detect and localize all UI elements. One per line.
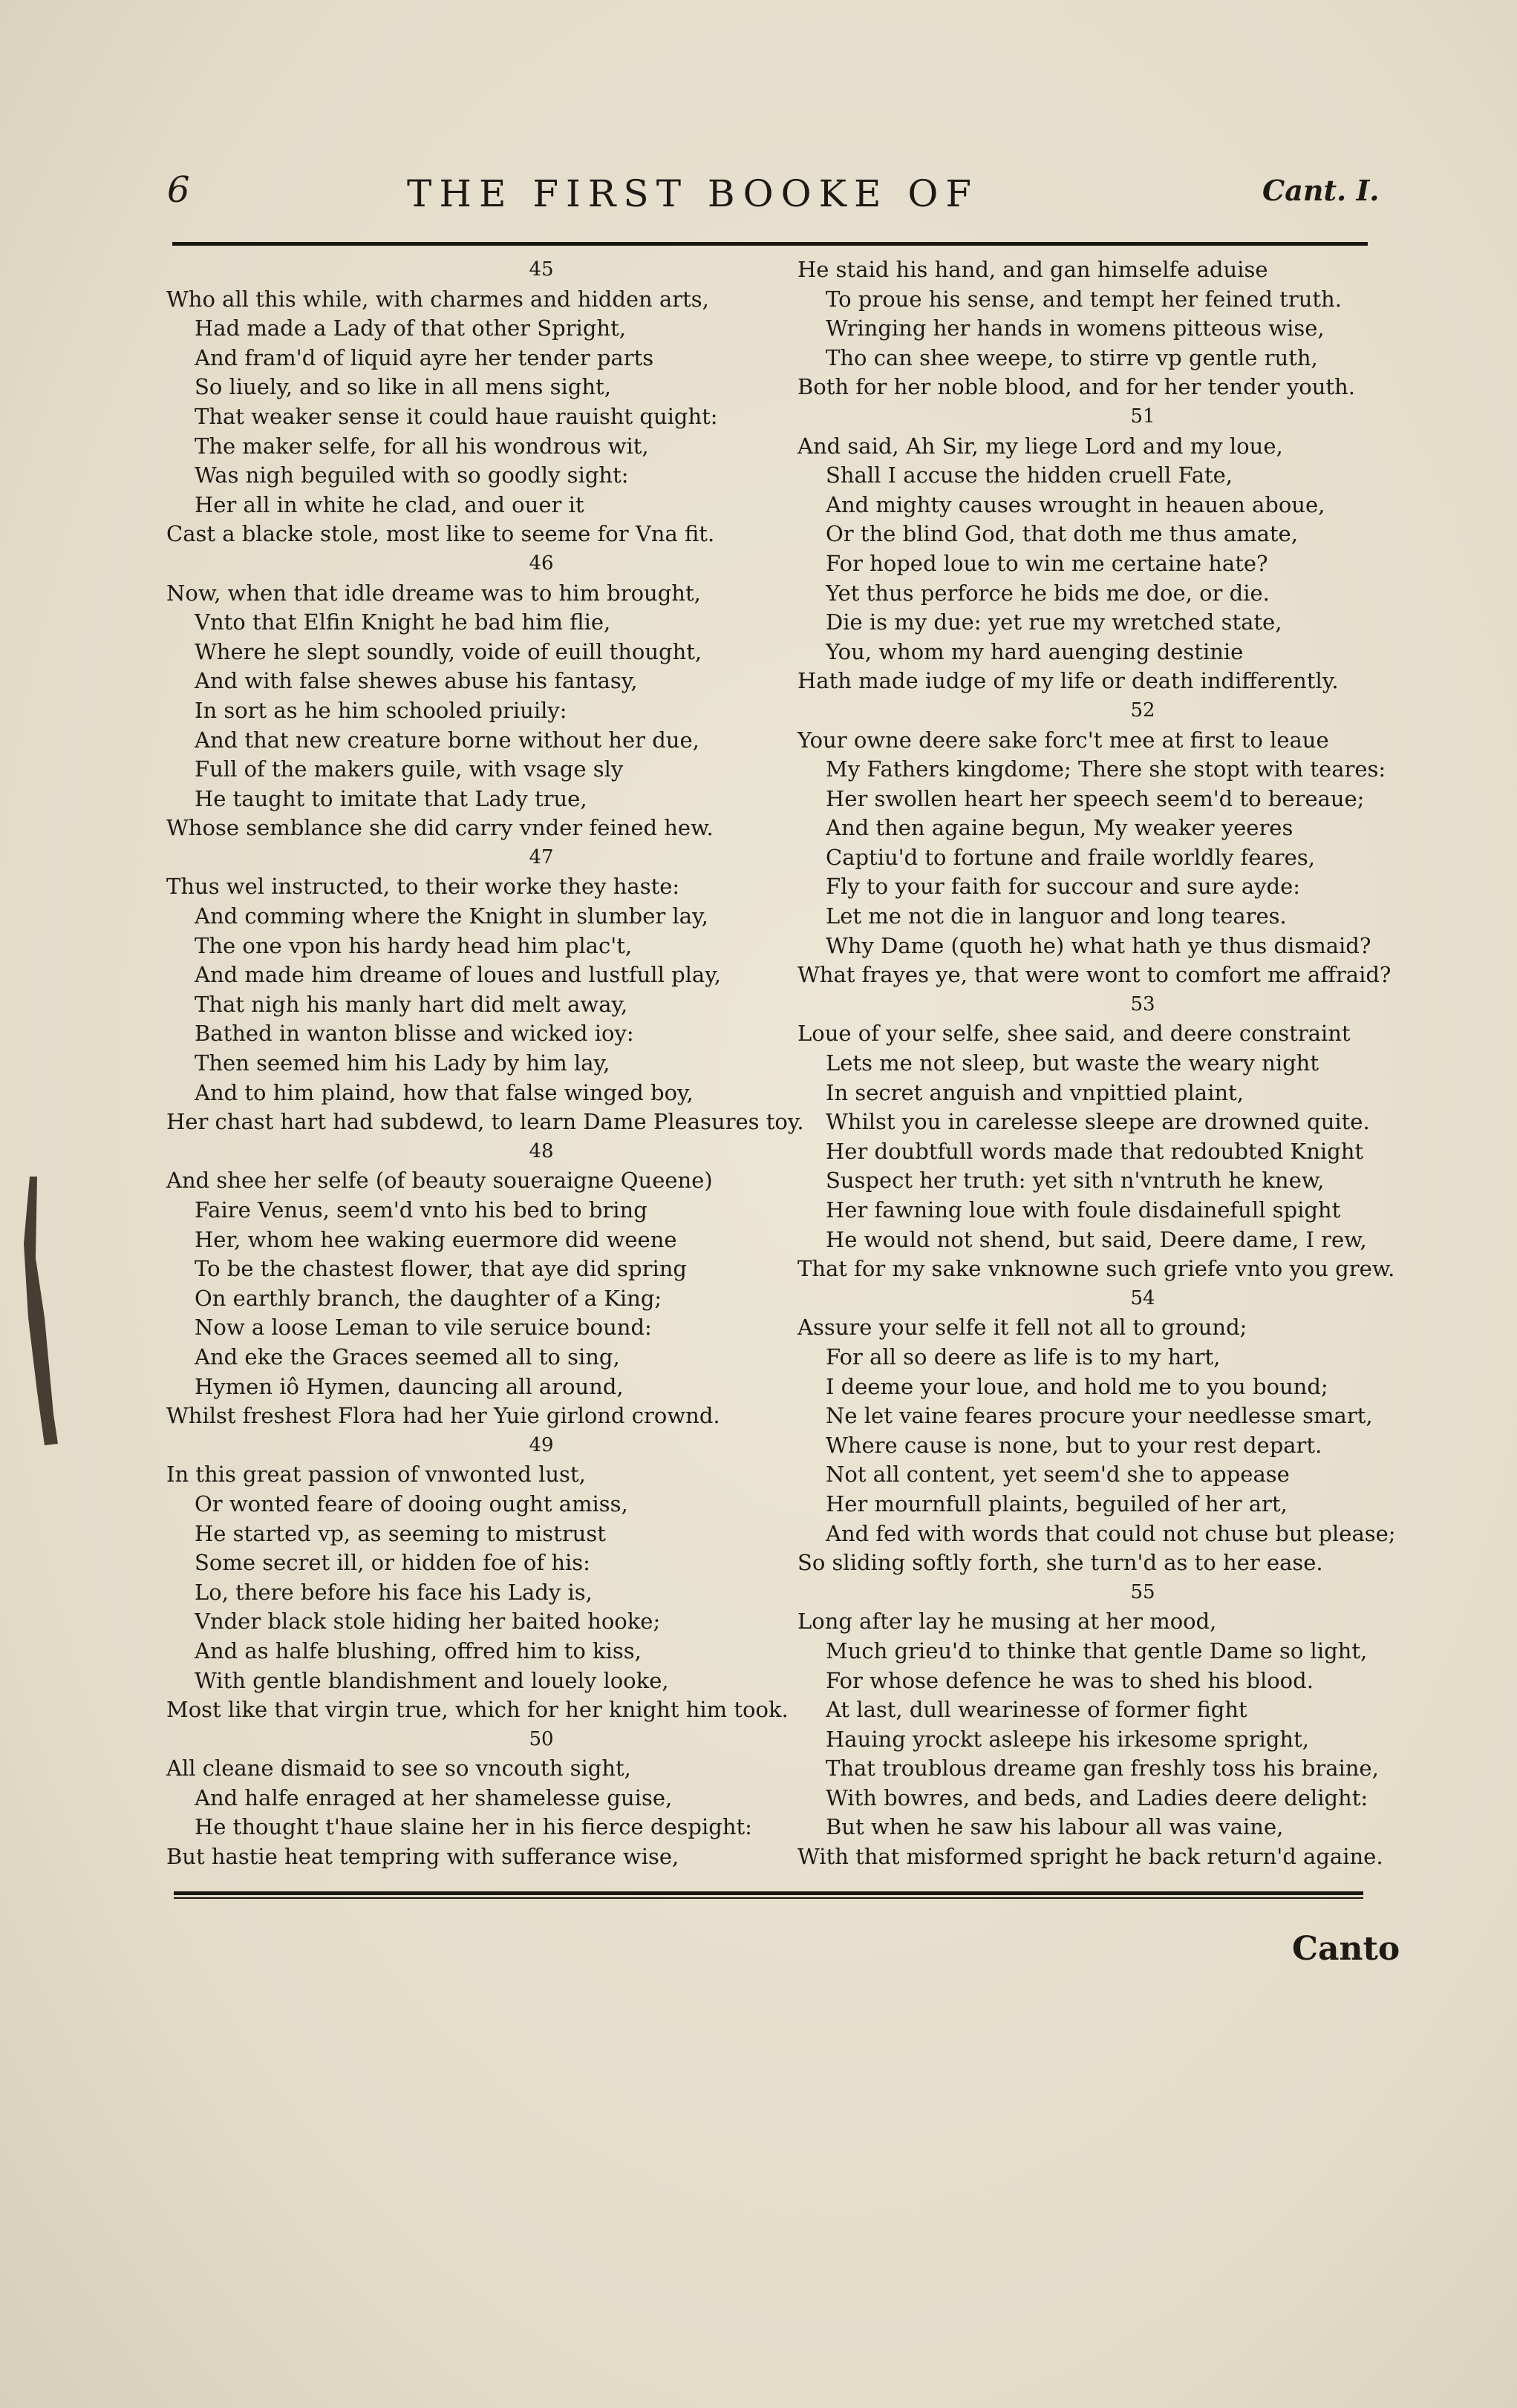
verse-line: Or the blind God, that doth me thus amate, bbox=[826, 521, 1298, 547]
verse-line: In secret anguish and vnpittied plaint, bbox=[826, 1079, 1244, 1105]
verse-line: That nigh his manly hart did melt away, bbox=[195, 991, 628, 1017]
verse-line: Wringing her hands in womens pitteous wise, bbox=[826, 315, 1325, 341]
verse-line: Then seemed him his Lady by him lay, bbox=[195, 1050, 610, 1076]
verse-line: And eke the Graces seemed all to sing, bbox=[195, 1344, 620, 1370]
verse-line: Loue of your selfe, shee said, and deere constraint bbox=[797, 1021, 1351, 1047]
stanza-number: 46 bbox=[529, 552, 554, 575]
verse-line: And to him plaind, how that false winged boy, bbox=[195, 1079, 694, 1105]
header-rule bbox=[172, 242, 1368, 246]
verse-line: That for my sake vnknowne such griefe vnto you grew. bbox=[797, 1256, 1395, 1282]
verse-line: Her swollen heart her speech seem'd to bereaue; bbox=[826, 785, 1365, 811]
verse-line: Not all content, yet seem'd she to appease bbox=[826, 1462, 1290, 1488]
page-header bbox=[0, 169, 1517, 214]
verse-line: Was nigh beguiled with so goodly sight: bbox=[195, 462, 629, 488]
stanza-number: 47 bbox=[529, 845, 554, 868]
verse-line: At last, dull wearinesse of former fight bbox=[826, 1697, 1247, 1723]
verse-line: And that new creature borne without her due, bbox=[195, 727, 699, 753]
verse-line: Why Dame (quoth he) what hath ye thus dismaid? bbox=[826, 932, 1371, 958]
verse-line: Lets me not sleep, but waste the weary night bbox=[826, 1050, 1319, 1076]
verse-line: I deeme your loue, and hold me to you bound; bbox=[826, 1373, 1328, 1399]
verse-line: Where cause is none, but to your rest depart. bbox=[826, 1432, 1322, 1458]
verse-line: Some secret ill, or hidden foe of his: bbox=[195, 1550, 590, 1576]
verse-line: You, whom my hard auenging destinie bbox=[826, 638, 1244, 664]
verse-line: Let me not die in languor and long teares. bbox=[826, 903, 1287, 929]
verse-line: But when he saw his labour all was vaine, bbox=[826, 1814, 1284, 1840]
stanza-number: 50 bbox=[529, 1727, 554, 1750]
verse-line: Tho can shee weepe, to stirre vp gentle ruth, bbox=[826, 344, 1318, 370]
verse-line: Both for her noble blood, and for her tender youth. bbox=[797, 374, 1355, 400]
verse-line: And fed with words that could not chuse but please; bbox=[826, 1520, 1396, 1546]
verse-line: With bowres, and beds, and Ladies deere delight: bbox=[826, 1784, 1368, 1810]
verse-line: He started vp, as seeming to mistrust bbox=[195, 1520, 606, 1546]
verse-line: So liuely, and so like in all mens sight, bbox=[195, 374, 611, 400]
verse-line: Her doubtfull words made that redoubted Knight bbox=[826, 1138, 1364, 1164]
verse-line: For all so deere as life is to my hart, bbox=[826, 1344, 1221, 1370]
page-number: 6 bbox=[167, 169, 190, 211]
verse-line: With that misformed spright he back return'd againe. bbox=[797, 1844, 1383, 1870]
verse-line: He taught to imitate that Lady true, bbox=[195, 785, 587, 811]
running-title: THE FIRST BOOKE OF bbox=[407, 172, 979, 215]
verse-line: The one vpon his hardy head him plac't, bbox=[195, 932, 633, 958]
verse-line: Whilst you in carelesse sleepe are drowned quite. bbox=[826, 1109, 1370, 1135]
verse-line: Had made a Lady of that other Spright, bbox=[195, 315, 626, 341]
verse-line: Her fawning loue with foule disdainefull spight bbox=[826, 1197, 1341, 1223]
verse-line: Whose semblance she did carry vnder feined hew. bbox=[166, 815, 714, 841]
verse-line: He thought t'haue slaine her in his fierce despight: bbox=[195, 1814, 752, 1840]
footer-rule bbox=[174, 1891, 1363, 1895]
verse-line: Cast a blacke stole, most like to seeme for Vna fit. bbox=[166, 521, 715, 547]
verse-line: To be the chastest flower, that aye did spring bbox=[195, 1256, 687, 1282]
verse-line: Lo, there before his face his Lady is, bbox=[195, 1579, 593, 1605]
verse-line: Your owne deere sake forc't mee at first to leaue bbox=[797, 727, 1329, 753]
verse-line: Bathed in wanton blisse and wicked ioy: bbox=[195, 1021, 634, 1047]
footer-rule-thin bbox=[174, 1897, 1363, 1899]
verse-line: He would not shend, but said, Deere dame, I rew, bbox=[826, 1226, 1367, 1252]
verse-line: That weaker sense it could haue rauisht quight: bbox=[195, 403, 718, 429]
verse-line: Assure your selfe it fell not all to ground; bbox=[797, 1315, 1247, 1341]
verse-line: But hastie heat tempring with sufferance wise, bbox=[166, 1844, 679, 1870]
verse-line: Vnto that Elfin Knight he bad him flie, bbox=[195, 609, 611, 635]
verse-line: And shee her selfe (of beauty soueraigne Queene) bbox=[166, 1168, 713, 1194]
stanza-number: 53 bbox=[1130, 992, 1155, 1015]
verse-line: Full of the makers guile, with vsage sly bbox=[195, 756, 624, 782]
verse-line: Hath made iudge of my life or death indifferently. bbox=[797, 668, 1339, 694]
verse-line: And halfe enraged at her shamelesse guise, bbox=[195, 1784, 673, 1810]
verse-line: And mighty causes wrought in heauen aboue, bbox=[826, 491, 1325, 517]
verse-line: Faire Venus, seem'd vnto his bed to bring bbox=[195, 1197, 647, 1223]
verse-line: Her, whom hee waking euermore did weene bbox=[195, 1226, 677, 1252]
verse-line: Who all this while, with charmes and hidden arts, bbox=[166, 286, 709, 312]
stanza-number: 55 bbox=[1130, 1580, 1155, 1603]
verse-line: Ne let vaine feares procure your needlesse smart, bbox=[826, 1403, 1373, 1429]
verse-line: Much grieu'd to thinke that gentle Dame so light, bbox=[826, 1637, 1368, 1663]
verse-line: Her chast hart had subdewd, to learn Dame Pleasures toy. bbox=[166, 1109, 804, 1135]
verse-line: Or wonted feare of dooing ought amiss, bbox=[195, 1491, 628, 1517]
verse-line: Vnder black stole hiding her baited hooke; bbox=[195, 1609, 661, 1635]
stanza-number: 52 bbox=[1130, 698, 1155, 722]
verse-line: Hymen iô Hymen, dauncing all around, bbox=[195, 1373, 624, 1399]
verse-line: And as halfe blushing, offred him to kiss, bbox=[195, 1637, 642, 1663]
verse-line: And with false shewes abuse his fantasy, bbox=[195, 668, 638, 694]
verse-line: Whilst freshest Flora had her Yuie girlond crownd. bbox=[166, 1403, 720, 1429]
left-column bbox=[166, 255, 804, 1872]
verse-line: Die is my due: yet rue my wretched state, bbox=[826, 609, 1282, 635]
verse-line: For whose defence he was to shed his blood. bbox=[826, 1667, 1314, 1693]
verse-line: What frayes ye, that were wont to comfort me affraid? bbox=[797, 962, 1392, 988]
verse-line: On earthly branch, the daughter of a King; bbox=[195, 1285, 662, 1311]
verse-line: Most like that virgin true, which for her knight him took. bbox=[166, 1697, 789, 1723]
verse-line: My Fathers kingdome; There she stopt with teares: bbox=[826, 756, 1386, 782]
verse-line: Now a loose Leman to vile seruice bound: bbox=[195, 1315, 652, 1341]
right-column bbox=[797, 255, 1396, 1872]
verse-line: Where he slept soundly, voide of euill thought, bbox=[195, 638, 702, 664]
verse-line: And comming where the Knight in slumber lay, bbox=[195, 903, 708, 929]
verse-line: And said, Ah Sir, my liege Lord and my loue, bbox=[797, 433, 1283, 459]
verse-line: Captiu'd to fortune and fraile worldly feares, bbox=[826, 844, 1315, 870]
verse-line: That troublous dreame gan freshly toss his braine, bbox=[826, 1756, 1379, 1782]
verse-line: In this great passion of vnwonted lust, bbox=[166, 1462, 586, 1488]
catchword: Canto bbox=[1292, 1930, 1400, 1968]
verse-line: And fram'd of liquid ayre her tender parts bbox=[195, 344, 654, 370]
verse-line: To proue his sense, and tempt her feined truth. bbox=[826, 286, 1342, 312]
verse-line: With gentle blandishment and louely looke, bbox=[195, 1667, 669, 1693]
verse-line: Now, when that idle dreame was to him brought, bbox=[166, 580, 701, 606]
verse-line: Yet thus perforce he bids me doe, or die. bbox=[826, 580, 1270, 606]
verse-line: In sort as he him schooled priuily: bbox=[195, 697, 567, 723]
verse-line: Long after lay he musing at her mood, bbox=[797, 1609, 1217, 1635]
verse-line: And made him dreame of loues and lustfull play, bbox=[195, 962, 721, 988]
verse-line: Her mournfull plaints, beguiled of her art, bbox=[826, 1491, 1288, 1517]
verse-line: Thus wel instructed, to their worke they haste: bbox=[166, 874, 680, 900]
canto-reference: Cant. I. bbox=[1262, 174, 1380, 207]
verse-line: Shall I accuse the hidden cruell Fate, bbox=[826, 462, 1233, 488]
verse-line: The maker selfe, for all his wondrous wit, bbox=[195, 433, 649, 459]
stanza-number: 51 bbox=[1130, 405, 1155, 428]
verse-line: All cleane dismaid to see so vncouth sight, bbox=[166, 1756, 631, 1782]
verse-line: He staid his hand, and gan himselfe aduise bbox=[797, 257, 1268, 282]
ink-blot-mark bbox=[15, 1169, 59, 1451]
verse-line: Hauing yrockt asleepe his irkesome spright, bbox=[826, 1726, 1309, 1752]
stanza-number: 48 bbox=[529, 1139, 554, 1162]
stanza-number: 49 bbox=[529, 1433, 554, 1456]
verse-line: Her all in white he clad, and ouer it bbox=[195, 491, 584, 517]
stanza-number: 54 bbox=[1130, 1286, 1155, 1309]
verse-line: And then againe begun, My weaker yeeres bbox=[826, 815, 1293, 841]
verse-line: So sliding softly forth, she turn'd as to her ease. bbox=[797, 1550, 1323, 1576]
verse-line: For hoped loue to win me certaine hate? bbox=[826, 550, 1268, 576]
stanza-number: 45 bbox=[529, 258, 554, 281]
verse-line: Fly to your faith for succour and sure ayde: bbox=[826, 874, 1301, 900]
verse-line: Suspect her truth: yet sith n'vntruth he knew, bbox=[826, 1168, 1325, 1194]
